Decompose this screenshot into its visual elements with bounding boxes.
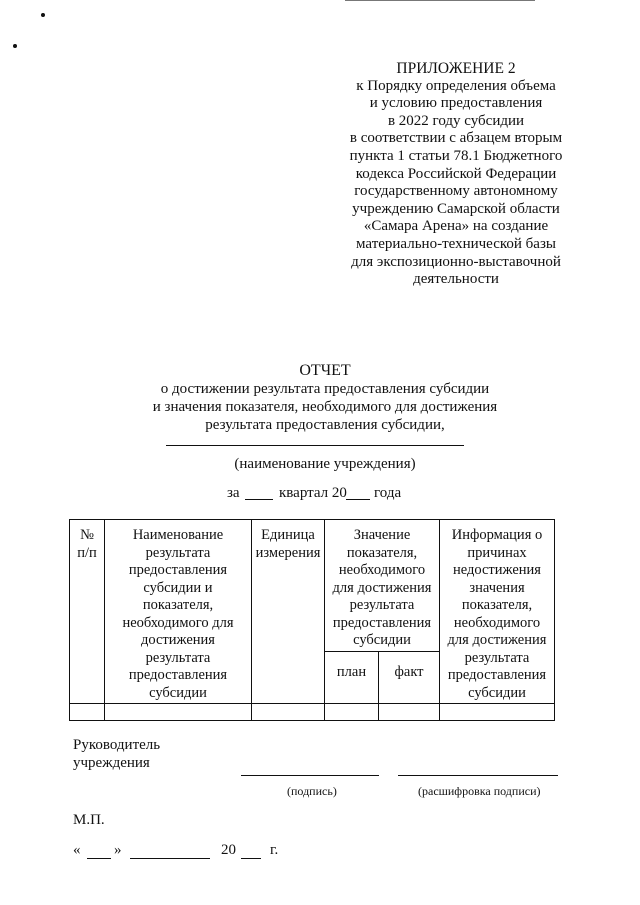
period-prefix: за bbox=[227, 485, 240, 501]
date-close-quote: » bbox=[114, 842, 122, 858]
header-info: Информация о причинах недостижения значения показателя, необходимого для достижения результата предоставления субсидии bbox=[440, 520, 555, 704]
head-label-line1: Руководитель bbox=[73, 737, 161, 753]
decoding-line bbox=[398, 775, 558, 776]
appendix-line: кодекса Российской Федерации bbox=[355, 165, 557, 182]
header-result-name: Наименование результата предоставления субсидии и показателя, необходимого для достижения результата предоставления субсидии bbox=[105, 520, 252, 704]
appendix-line: в 2022 году субсидии bbox=[387, 112, 525, 129]
appendix-line: материально-технической базы bbox=[356, 235, 556, 252]
year-blank bbox=[346, 499, 370, 500]
appendix-line: пункта 1 статьи 78.1 Бюджетного bbox=[349, 147, 563, 164]
report-title: ОТЧЕТ bbox=[299, 362, 351, 379]
scan-line bbox=[345, 0, 535, 1]
head-label-line2: учреждения bbox=[73, 755, 150, 771]
institution-caption: (наименование учреждения) bbox=[234, 456, 416, 472]
appendix-line: в соответствии с абзацем вторым bbox=[349, 130, 563, 147]
report-table bbox=[69, 519, 555, 721]
decoding-caption: (расшифровка подписи) bbox=[418, 784, 541, 798]
header-number: № п/п bbox=[70, 520, 105, 704]
signature-caption: (подпись) bbox=[287, 784, 337, 798]
quarter-blank bbox=[245, 499, 273, 500]
signature-line bbox=[241, 775, 379, 776]
stamp-label: М.П. bbox=[73, 812, 105, 828]
period-suffix: года bbox=[374, 485, 402, 501]
appendix-line: учреждению Самарской области bbox=[352, 200, 560, 217]
year-suffix-blank bbox=[241, 858, 261, 859]
header-unit: Единица измерения bbox=[252, 520, 325, 704]
empty-cell[interactable] bbox=[105, 704, 252, 721]
date-open-quote: « bbox=[73, 842, 81, 858]
day-blank bbox=[87, 858, 111, 859]
report-subtitle-line: о достижении результата предоставления субсидии bbox=[160, 381, 490, 397]
empty-cell[interactable] bbox=[440, 704, 555, 721]
appendix-line: государственному автономному bbox=[354, 183, 558, 200]
institution-name-line bbox=[166, 445, 464, 446]
report-subtitle-line: результата предоставления субсидии, bbox=[205, 417, 445, 433]
header-plan: план bbox=[325, 652, 379, 704]
scan-dot bbox=[13, 44, 17, 48]
appendix-title: ПРИЛОЖЕНИЕ 2 bbox=[396, 60, 516, 77]
report-subtitle-line: и значения показателя, необходимого для достижения bbox=[152, 399, 498, 415]
date-suffix: г. bbox=[270, 842, 279, 858]
appendix-line: для экспозиционно-выставочной bbox=[351, 253, 561, 270]
appendix-line: и условию предоставления bbox=[369, 95, 543, 112]
header-value: Значение показателя, необходимого для достижения результата предоставления субсидии bbox=[325, 520, 440, 652]
appendix-line: к Порядку определения объема bbox=[356, 77, 556, 94]
appendix-block bbox=[318, 60, 594, 289]
empty-cell[interactable] bbox=[325, 704, 379, 721]
header-fact: факт bbox=[379, 652, 440, 704]
scan-dot bbox=[41, 13, 45, 17]
period-middle: квартал 20 bbox=[279, 485, 347, 501]
empty-cell[interactable] bbox=[70, 704, 105, 721]
appendix-line: деятельности bbox=[413, 271, 499, 288]
month-blank bbox=[130, 858, 210, 859]
appendix-line: «Самара Арена» на создание bbox=[363, 218, 549, 235]
date-year-prefix: 20 bbox=[221, 842, 236, 858]
empty-cell[interactable] bbox=[379, 704, 440, 721]
empty-cell[interactable] bbox=[252, 704, 325, 721]
